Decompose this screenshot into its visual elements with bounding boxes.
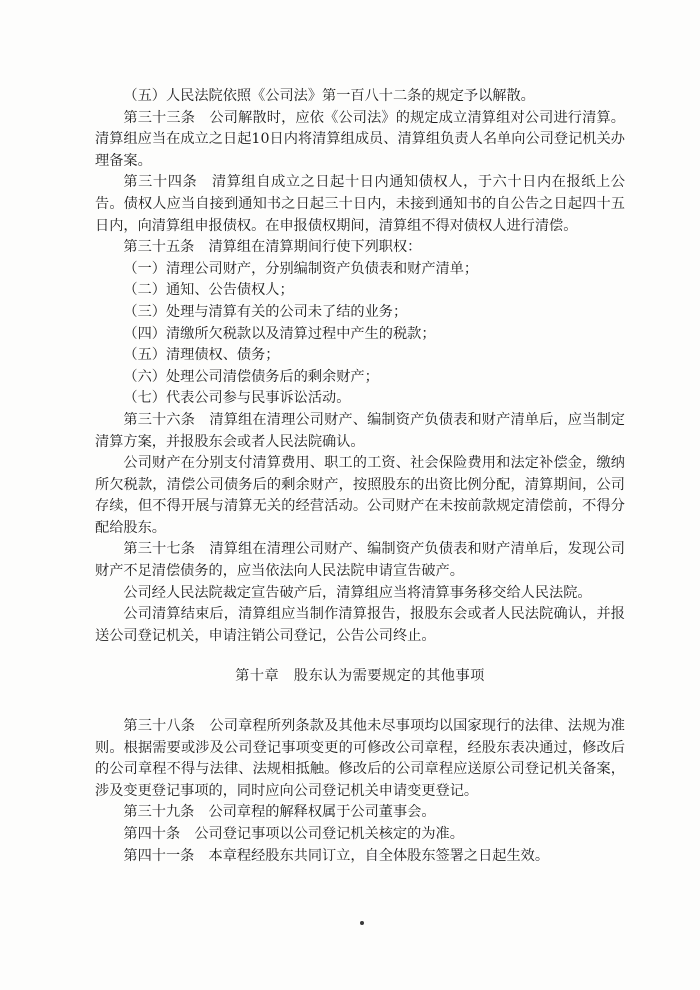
- scan-speck: [360, 921, 364, 925]
- article-37-paragraph-3: 公司清算结束后，清算组应当制作清算报告，报股东会或者人民法院确认，并报送公司登记机关，申请注销公司登记，公告公司终止。: [95, 606, 625, 644]
- article-35-item-2: （二）通知、公告债权人；: [123, 282, 294, 299]
- article-41: 第四十一条 本章程经股东共同订立，自全体股东签署之日起生效。: [123, 847, 550, 864]
- article-35-item-3: （三）处理与清算有关的公司未了结的业务；: [123, 303, 408, 320]
- article-35-item-7: （七）代表公司参与民事诉讼活动。: [123, 390, 351, 407]
- article-37: 第三十七条 清算组在清理公司财产、编制资产负债表和财产清单后，发现公司财产不足清偿债务的，应当依法向人民法院申请宣告破产。: [95, 541, 625, 580]
- article-35-item-4: （四）清缴所欠税款以及清算过程中产生的税款；: [123, 325, 436, 342]
- chapter-10-heading: 第十章 股东认为需要规定的其他事项: [235, 668, 485, 685]
- article-35-item-1: （一）清理公司财产，分别编制资产负债表和财产清单；: [123, 260, 479, 277]
- article-39: 第三十九条 公司章程的解释权属于公司董事会。: [123, 804, 436, 821]
- article-33: 第三十三条 公司解散时，应依《公司法》的规定成立清算组对公司进行清算。清算组应当在成立之日起10日内将清算组成员、清算组负责人名单向公司登记机关办理备案。: [95, 109, 625, 169]
- article-34: 第三十四条 清算组自成立之日起十日内通知债权人，于六十日内在报纸上公告。债权人应当自接到通知书之日起三十日内，未接到通知书的自公告之日起四十五日内，向清算组申报债权。在申报债权期间，清算组不得对债权人进行清偿。: [95, 174, 625, 234]
- article-40: 第四十条 公司登记事项以公司登记机关核定的为准。: [123, 826, 464, 842]
- article-36-paragraph-2: 公司财产在分别支付清算费用、职工的工资、社会保险费用和法定补偿金，缴纳所欠税款，清偿公司债务后的剩余财产，按照股东的出资比例分配，清算期间，公司存续，但不得开展与清算无关的经营活动。公司财产在未按前款规定清偿前，不得分配给股东。: [95, 455, 625, 536]
- document-body: [95, 86, 625, 867]
- article-38: 第三十八条 公司章程所列条款及其他未尽事项均以国家现行的法律、法规为准则。根据需要或涉及公司登记事项变更的可修改公司章程，经股东表决通过，修改后的公司章程不得与法律、法规相抵触。修改后的公司章程应送原公司登记机关备案，涉及变更登记事项的，同时应向公司登记机关申请变更登记。: [95, 718, 625, 799]
- article-36: 第三十六条 清算组在清理公司财产、编制资产负债表和财产清单后，应当制定清算方案，并报股东会或者人民法院确认。: [95, 411, 625, 450]
- article-35-item-5: （五）清理债权、债务；: [123, 347, 280, 364]
- article-37-paragraph-2: 公司经人民法院裁定宣告破产后，清算组应当将清算事务移交给人民法院。: [123, 584, 592, 601]
- paragraph-dissolution-item-5: （五）人民法院依照《公司法》第一百八十二条的规定予以解散。: [123, 88, 535, 104]
- article-35-item-6: （六）处理公司清偿债务后的剩余财产；: [123, 368, 379, 385]
- article-35: 第三十五条 清算组在清算期间行使下列职权：: [123, 239, 422, 256]
